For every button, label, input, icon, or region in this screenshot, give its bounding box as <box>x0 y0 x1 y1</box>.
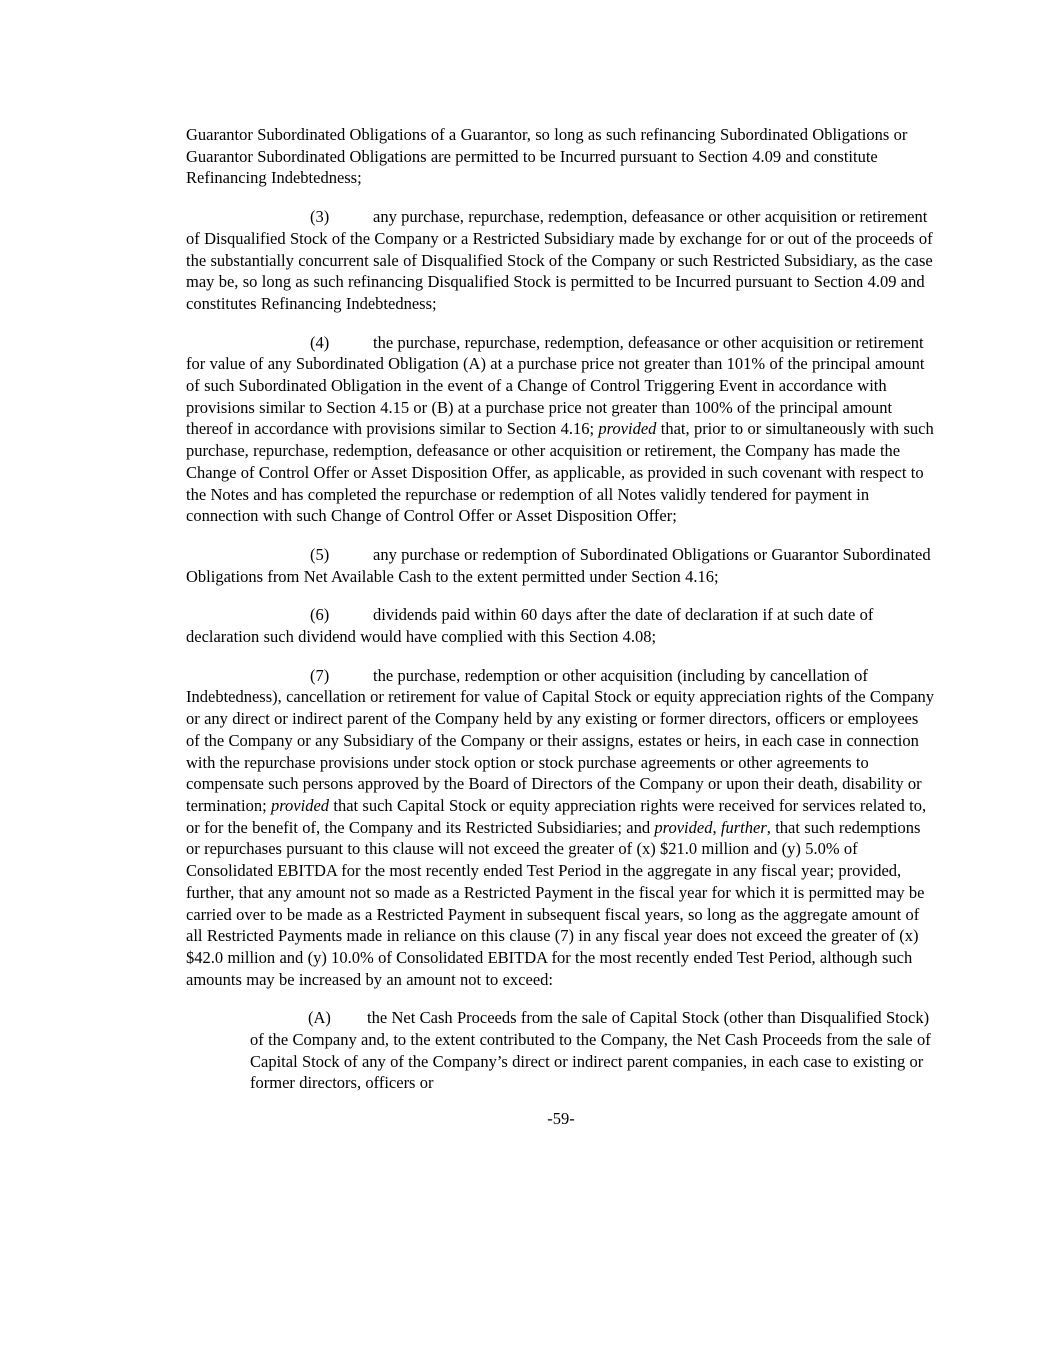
clause-7-text: the purchase, redemption or other acquisition (including by cancellation of Indebtedness), cancellation or retirement for value of Capital Stock or equity appreciation rights of the Company or any direct or indirect parent of the Company held by any existing or former directors, officers or employees of the Company or any Subsidiary of the Company or their assigns, estates or heirs, in each case in connection with the repurchase provisions under stock option or stock purchase agreements or other agreements to compensate such persons approved by the Board of Directors of the Company or upon their death, disability or termination; provided that such Capital Stock or equity appreciation rights were received for services related to, or for the benefit of, the Company and its Restricted Subsidiaries; and provided, further, that such redemptions or repurchases pursuant to this clause will not exceed the greater of (x) $21.0 million and (y) 5.0% of Consolidated EBITDA for the most recently ended Test Period in the aggregate in any fiscal year; provided, further, that any amount not so made as a Restricted Payment in the fiscal year for which it is permitted may be carried over to be made as a Restricted Payment in subsequent fiscal years, so long as the aggregate amount of all Restricted Payments made in reliance on this clause (7) in any fiscal year does not exceed the greater of (x) $42.0 million and (y) 10.0% of Consolidated EBITDA for the most recently ended Test Period, although such amounts may be increased by an amount not to exceed: <box>186 665 935 989</box>
clause-4-text: the purchase, repurchase, redemption, defeasance or other acquisition or retirement for value of any Subordinated Obligation (A) at a purchase price not greater than 101% of the principal amount of such Subordinated Obligation in the event of a Change of Control Triggering Event in accordance with provisions similar to Section 4.15 or (B) at a purchase price not greater than 100% of the principal amount thereof in accordance with provisions similar to Section 4.16; provided that, prior to or simultaneously with such purchase, repurchase, redemption, defeasance or other acquisition or retirement, the Company has made the Change of Control Offer or Asset Disposition Offer, as applicable, as provided in such covenant with respect to the Notes and has completed the repurchase or redemption of all Notes validly tendered for payment in connection with such Change of Control Offer or Asset Disposition Offer; <box>186 332 934 526</box>
page-number: -59- <box>547 1109 575 1129</box>
clause-5-text: any purchase or redemption of Subordinated Obligations or Guarantor Subordinated Obligations from Net Available Cash to the extent permitted under Section 4.16; <box>186 544 931 586</box>
subclause-a-number: (A) <box>308 1008 331 1028</box>
clause-6-paragraph <box>186 604 936 647</box>
clause-5-number: (5) <box>310 544 330 564</box>
clause-4-paragraph <box>186 332 936 527</box>
clause-7-number: (7) <box>310 665 330 685</box>
clause-6-text: dividends paid within 60 days after the date of declaration if at such date of declaration such dividend would have complied with this Section 4.08; <box>186 605 874 647</box>
continuation-paragraph <box>186 124 936 189</box>
clause-3-text: any purchase, repurchase, redemption, defeasance or other acquisition or retirement of Disqualified Stock of the Company or a Restricted Subsidiary made by exchange for or out of the proceeds of the substantially concurrent sale of Disqualified Stock of the Company or such Restricted Subsidiary, as the case may be, so long as such refinancing Disqualified Stock is permitted to be Incurred pursuant to Section 4.09 and constitutes Refinancing Indebtedness; <box>186 207 933 313</box>
subclause-a-text: the Net Cash Proceeds from the sale of Capital Stock (other than Disqualified Stock) of the Company and, to the extent contributed to the Company, the Net Cash Proceeds from the sale of Capital Stock of any of the Company’s direct or indirect parent companies, in each case to existing or former directors, officers or <box>250 1008 931 1093</box>
subclause-a-paragraph <box>250 1007 936 1094</box>
clause-3-number: (3) <box>310 207 330 227</box>
clause-6-number: (6) <box>310 605 330 625</box>
clause-5-paragraph <box>186 544 936 587</box>
clause-4-number: (4) <box>310 332 330 352</box>
clause-7-paragraph <box>186 665 936 991</box>
clause-3-paragraph <box>186 206 936 315</box>
paragraph-text: Guarantor Subordinated Obligations of a Guarantor, so long as such refinancing Subordinated Obligations or Guarantor Subordinated Obligations are permitted to be Incurred pursuant to Section 4.09 and constitute Refinancing Indebtedness; <box>186 125 908 188</box>
